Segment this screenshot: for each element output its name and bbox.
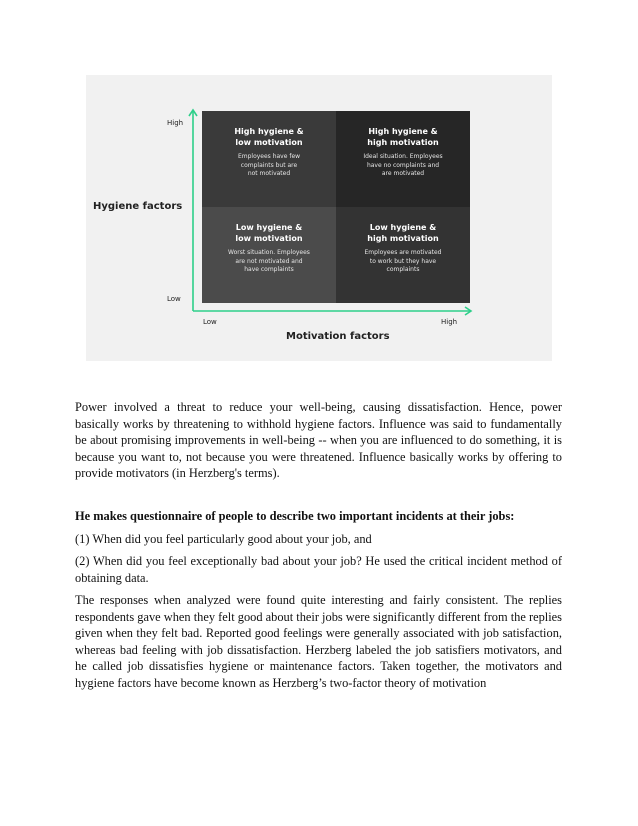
x-axis-title: Motivation factors <box>286 331 390 342</box>
quadrant-low-hygiene-low-motivation <box>202 207 336 303</box>
x-axis-high-label: High <box>441 318 458 326</box>
question-two: (2) When did you feel exceptionally bad about your job? He used the critical incident method of obtaining data. <box>75 554 562 585</box>
quadrant-description: Ideal situation. Employees have no complaints and are motivated <box>363 153 443 177</box>
quadrant-low-hygiene-high-motivation <box>336 207 470 303</box>
y-axis-title: Hygiene factors <box>93 201 183 212</box>
herzberg-two-factor-figure <box>86 75 552 361</box>
quadrant-description: Employees are motivated to work but they have complaints <box>364 249 442 273</box>
section-heading: He makes questionnaire of people to describe two important incidents at their jobs: <box>75 509 515 523</box>
quadrant-high-hygiene-low-motivation <box>202 111 336 207</box>
quadrant-title: Low hygiene & high motivation <box>367 223 439 243</box>
quadrant-title: High hygiene & high motivation <box>367 127 439 147</box>
y-axis-low-label: Low <box>167 295 181 303</box>
quadrant-description: Worst situation. Employees are not motivated and have complaints <box>228 249 310 273</box>
quadrant-title: High hygiene & low motivation <box>234 127 304 147</box>
quadrant-description: Employees have few complaints but are not motivated <box>237 153 301 177</box>
question-one: (1) When did you feel particularly good about your job, and <box>75 532 372 546</box>
quadrant-title: Low hygiene & low motivation <box>235 223 303 243</box>
paragraph-responses: The responses when analyzed were found quite interesting and fairly consistent. The replies respondents gave when they felt good about their jobs were significantly different from the replies given when they felt bad. Reported good feelings were generally associated with job satisfaction, whereas bad feeling with job dissatisfaction. Herzberg labeled the job satisfiers motivators, and he called job dissatisfies hygiene or maintenance factors. Taken together, the motivators and hygiene factors have become known as Herzberg’s two-factor theory of motivation <box>75 593 562 690</box>
y-axis-high-label: High <box>167 119 184 127</box>
quadrant-high-hygiene-high-motivation <box>336 111 470 207</box>
paragraph-power-influence: Power involved a threat to reduce your well-being, causing dissatisfaction. Hence, power basically works by threatening to withhold hygiene factors. Influence was said to fundamentally be about promising improvements in well-being -- when you are influenced to do something, it is because you want to, not because you were threatened. Influence basically works by offering to provide motivators (in Herzberg's terms). <box>75 400 562 480</box>
x-axis-low-label: Low <box>203 318 217 326</box>
